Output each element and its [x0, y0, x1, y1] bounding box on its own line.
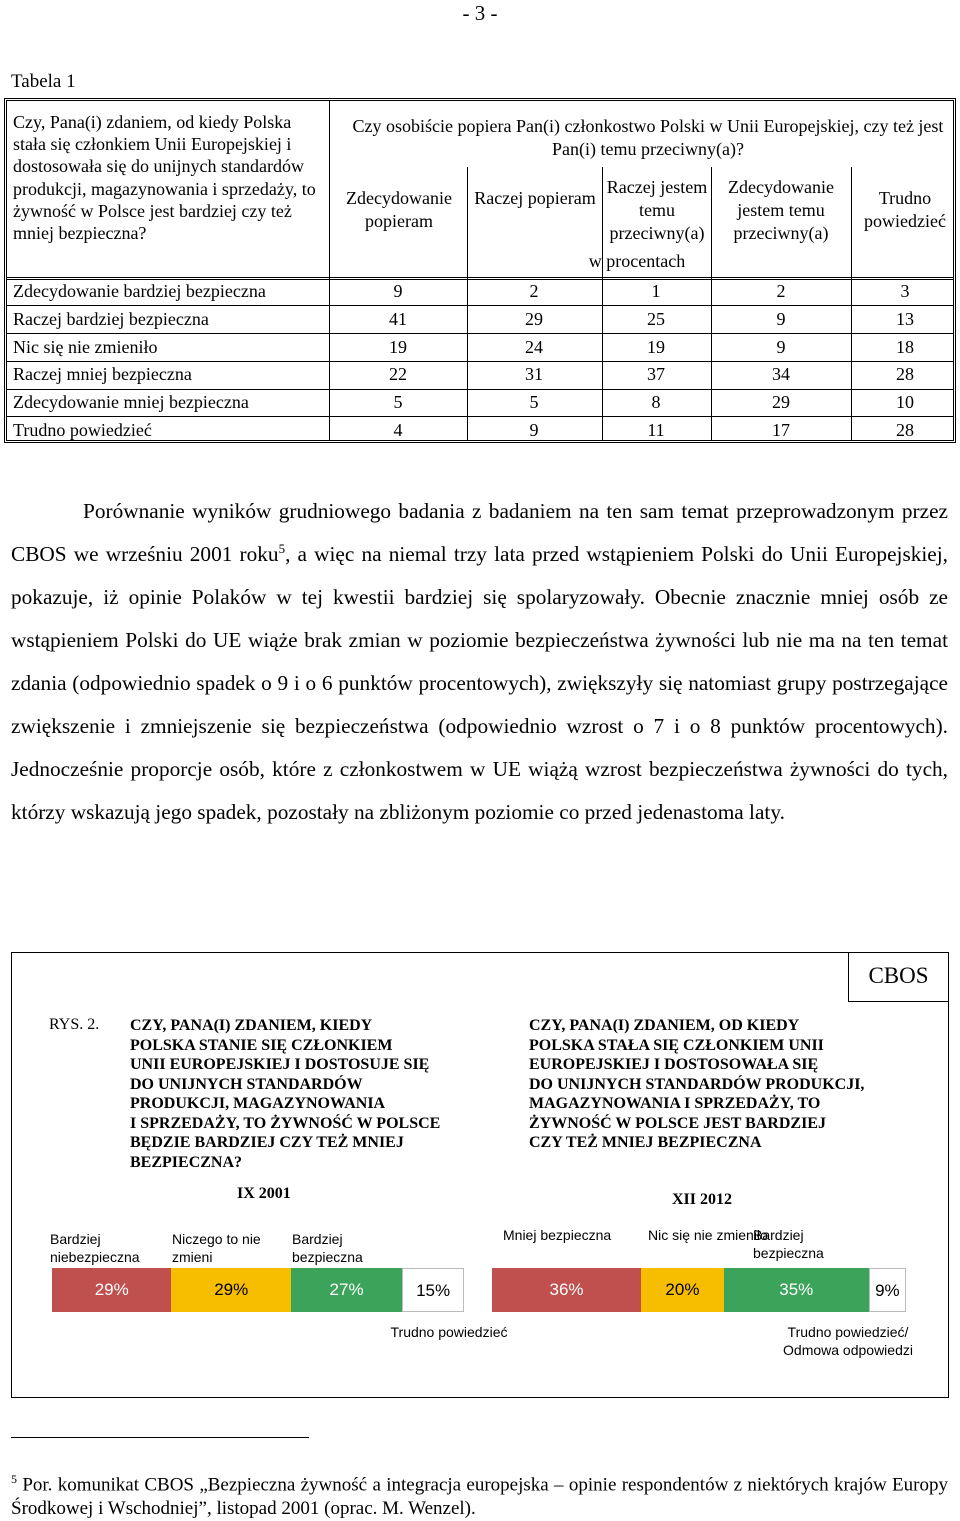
figure-question-right	[529, 1016, 864, 1153]
table-row-label: Zdecydowanie bardziej bezpieczna	[13, 281, 266, 301]
table-cell: 28	[896, 420, 914, 440]
table-cell: 37	[647, 364, 665, 385]
table-cell: 2	[529, 281, 539, 301]
footnote-number: 5	[11, 1472, 17, 1486]
table-row-label: Trudno powiedzieć	[13, 420, 152, 440]
figure-question-line: DO UNIJNYCH STANDARDÓW	[130, 1075, 363, 1093]
figure-question-line: POLSKA STANIE SIĘ CZŁONKIEM	[130, 1036, 393, 1054]
table-cell: 1	[651, 281, 661, 301]
table-cell: 9	[776, 336, 786, 357]
bar-segment: 20%	[641, 1268, 724, 1312]
bar-segment: 27%	[291, 1268, 402, 1312]
table-cell: 17	[772, 420, 790, 440]
figure-question-line: I SPRZEDAŻY, TO ŻYWNOŚĆ W POLSCE	[130, 1114, 441, 1132]
figure-question-line: PRODUKCJI, MAGAZYNOWANIA	[130, 1095, 386, 1112]
figure-question-line: BEZPIECZNA?	[130, 1153, 243, 1171]
bar-segment: 29%	[52, 1268, 171, 1312]
paragraph-text: Porównanie wyników grudniowego badania z badaniem na ten sam temat przeprowadzonym przez CBOS we wrześniu 2001 roku	[11, 499, 948, 566]
table-cell: 4	[393, 420, 403, 440]
table-row-label: Nic się nie zmieniło	[13, 336, 158, 357]
table-cell: 9	[776, 308, 786, 329]
figure-question-left	[130, 1016, 440, 1172]
bar-segment: 35%	[724, 1268, 869, 1312]
table-cell: 41	[389, 308, 407, 329]
table-cell: 5	[393, 392, 403, 413]
footnote-ref[interactable]: 5	[278, 540, 286, 556]
figure-question-line: DO UNIJNYCH STANDARDÓW PRODUKCJI,	[529, 1075, 865, 1093]
column-header: Raczej popieram	[474, 188, 596, 208]
table-cell: 22	[389, 364, 407, 385]
table-row-label: Zdecydowanie mniej bezpieczna	[13, 392, 249, 413]
figure-question-line: ŻYWNOŚĆ W POLSCE JEST BARDZIEJ	[529, 1114, 826, 1132]
table-cell: 9	[529, 420, 539, 440]
table-row-label: Raczej mniej bezpieczna	[13, 364, 192, 385]
legend-label: Trudno powiedzieć	[390, 1324, 508, 1340]
bar-segment: 36%	[492, 1268, 641, 1312]
table-caption: Tabela 1	[11, 71, 76, 92]
figure-question-line: CZY, PANA(I) ZDANIEM, OD KIEDY	[529, 1017, 800, 1034]
table-row-label: Raczej bardziej bezpieczna	[13, 308, 209, 329]
figure-question-line: BĘDZIE BARDZIEJ CZY TEŻ MNIEJ	[130, 1134, 404, 1151]
footnote-text: Por. komunikat CBOS „Bezpieczna żywność a integracja europejska – opinie respondentów z niektórych krajów Europy Środkowej i Wschodniej”, listopad 2001 (oprac. M. Wenzel).	[11, 1474, 948, 1520]
table-cell: 10	[896, 392, 914, 413]
footnote	[11, 1467, 948, 1521]
table-row-question: Czy, Pana(i) zdaniem, od kiedy Polska stała się członkiem Unii Europejskiej i dostosowała się do unijnych standardów produkcji, magazynowania i sprzedaży, to żywność w Polsce jest bardziej czy też mniej bezpieczna?	[13, 112, 316, 244]
figure-question-line: CZY TEŻ MNIEJ BEZPIECZNA	[529, 1134, 762, 1151]
table-cell: 29	[772, 392, 790, 413]
page-number: - 3 -	[462, 1, 498, 25]
legend-label: Nic się nie zmieniło	[648, 1227, 768, 1243]
table-cell: 11	[647, 420, 665, 440]
chart-title: IX 2001	[237, 1185, 291, 1202]
legend-label: Trudno powiedzieć/ Odmowa odpowiedzi	[783, 1324, 913, 1358]
table-cell: 29	[525, 308, 543, 329]
table-cell: 3	[900, 281, 910, 301]
table-cell: 19	[647, 336, 665, 357]
table-cell: 9	[393, 281, 403, 301]
legend-label: Niczego to nie zmieni	[172, 1231, 261, 1265]
figure-question-line: MAGAZYNOWANIA I SPRZEDAŻY, TO	[529, 1095, 821, 1112]
column-header: Raczej jestem temu przeciwny(a)	[606, 177, 708, 243]
table-cell: 19	[389, 336, 407, 357]
figure	[11, 952, 949, 1398]
figure-question-line: UNII EUROPEJSKIEJ I DOSTOSUJE SIĘ	[130, 1056, 430, 1073]
legend-label: Bardziej bezpieczna	[292, 1231, 363, 1265]
table-cell: 5	[529, 392, 539, 413]
chart-title: XII 2012	[672, 1191, 733, 1208]
bar-segment: 29%	[171, 1268, 290, 1312]
footnote-rule	[11, 1437, 309, 1438]
column-header: Trudno powiedzieć	[864, 188, 946, 231]
legend-label: Mniej bezpieczna	[503, 1227, 612, 1243]
figure-question-line: CZY, PANA(I) ZDANIEM, KIEDY	[130, 1017, 373, 1034]
table-column-question: Czy osobiście popiera Pan(i) członkostwo Polski w Unii Europejskiej, czy też jest Pan(i) temu przeciwny(a)?	[352, 116, 944, 159]
figure-label: RYS. 2.	[49, 1016, 100, 1033]
table-cell: 8	[651, 392, 661, 413]
figure-question-line: POLSKA STAŁA SIĘ CZŁONKIEM UNII	[529, 1036, 824, 1054]
bar-segment: 15%	[402, 1268, 464, 1312]
data-table	[4, 98, 956, 443]
table-cell: 24	[525, 336, 543, 357]
bar-segment: 9%	[869, 1268, 906, 1312]
table-cell: 34	[772, 364, 790, 385]
paragraph-text: , a więc na niemal trzy lata przed wstąpieniem Polski do Unii Europejskiej, pokazuje, iż opinie Polaków w tej kwestii bardziej się spolaryzowały. Obecnie znacznie mniej osób ze wstąpieniem Polski do UE wiąże brak zmian w poziomie bezpieczeństwa żywności lub nie ma na ten temat zdania (odpowiednio spadek o 9 i o 6 punktów procentowych), zwiększyły się natomiast grupy postrzegające zwiększenie i zmniejszenie się bezpieczeństwa (odpowiednio wzrost o 7 i o 8 punktów procentowych). Jednocześnie proporcje osób, które z członkostwem w UE wiążą wzrost bezpieczeństwa żywności do tych, którzy wskazują jego spadek, pozostały na zbliżonym poziomie co przed jedenastoma laty.	[11, 542, 948, 824]
legend-label: Bardziej niebezpieczna	[50, 1231, 140, 1265]
table-cell: 25	[647, 308, 665, 329]
column-header: Zdecydowanie popieram	[346, 188, 452, 231]
body-paragraph	[11, 490, 948, 834]
column-header: Zdecydowanie jestem temu przeciwny(a)	[728, 177, 834, 243]
figure-question-line: EUROPEJSKIEJ I DOSTOSOWAŁA SIĘ	[529, 1056, 819, 1073]
table-cell: 28	[896, 364, 914, 385]
table-cell: 2	[776, 281, 786, 301]
unit-label: w procentach	[588, 251, 686, 271]
table-cell: 31	[525, 364, 543, 385]
legend-label: Bardziej bezpieczna	[753, 1227, 824, 1261]
cbos-badge: CBOS	[848, 953, 948, 1002]
table-cell: 13	[896, 308, 914, 329]
table-cell: 18	[896, 336, 914, 357]
